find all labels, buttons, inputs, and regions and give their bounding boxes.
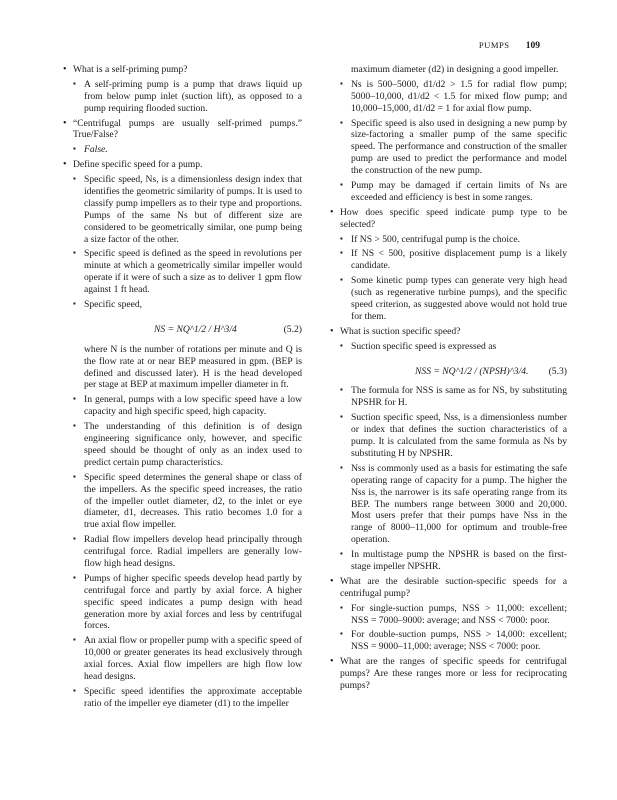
question: • What is a self-priming pump? — [63, 64, 302, 76]
answer: ▪ For single-suction pumps, NSS > 11,000: excellent; NSS = 7000–9000: average; and NSS < 7000: poor. — [330, 603, 567, 627]
question: • What are the desirable suction-specific speeds for a centrifugal pump? — [330, 576, 567, 600]
answer: ▪ An axial flow or propeller pump with a specific speed of 10,000 or greater generates its head exclusively through axial forces. Axial flow impellers are high flow low head designs. — [63, 635, 302, 683]
equation-formula: NSS = NQ^1/2 / (NPSH)^3/4. — [415, 365, 529, 377]
answer: ▪ For double-suction pumps, NSS > 14,000: excellent; NSS = 9000–11,000: average; NSS < 7000: poor. — [330, 629, 567, 653]
answer: ▪ Ns is 500–5000, d1/d2 > 1.5 for radial flow pump; 5000–10,000, d1/d2 < 1.5 for mixed flow pump; and 10,000–15,000, d1/d2 = 1 for axial flow pump. — [330, 79, 567, 115]
continued-text: maximum diameter (d2) in designing a good impeller. — [351, 64, 559, 75]
answer: ▪ Specific speed, Ns, is a dimensionless design index that identifies the geometric similarity of pumps. It is used to classify pump impellers as to their type and proportions. Pumps of the same Ns but of different size are considered to be geometrically similar, one pump being a size factor of the other. — [63, 174, 302, 245]
section-title: PUMPS — [478, 40, 510, 50]
answer: ▪ Some kinetic pump types can generate very high head (such as regenerative turbine pumps), and the specific speed criterion, as suggested above would not hold true for them. — [330, 275, 567, 323]
answer: ▪ In multistage pump the NPSHR is based on the first-stage impeller NPSHR. — [330, 549, 567, 573]
equation-formula: NS = NQ^1/2 / H^3/4 — [154, 323, 237, 335]
answer: ▪ Suction specific speed, Nss, is a dimensionless number or index that defines the suction characteristics of a pump. It is calculated from the same formula as Ns by substituting H by NPSHR. — [330, 412, 567, 460]
right-column — [330, 64, 567, 695]
question: • Define specific speed for a pump. — [63, 159, 302, 171]
answer: ▪ Specific speed determines the general shape or class of the impellers. As the specific speed increases, the ratio of the impeller outlet diameter, d2, to the inlet or eye diameter, d1, decreases. This ratio becomes 1.0 for a true axial flow impeller. — [63, 472, 302, 531]
answer: ▪ False. — [63, 144, 302, 156]
answer: ▪ Specific speed is defined as the speed in revolutions per minute at which a geometrically similar impeller would operate if it were of such a size as to deliver 1 gpm flow against 1 ft head. — [63, 248, 302, 296]
answer: ▪ A self-priming pump is a pump that draws liquid up from below pump inlet (suction lift), as opposed to a pump requiring flooded suction. — [63, 79, 302, 115]
answer: ▪ Pumps of higher specific speeds develop head partly by centrifugal force and partly by axial force. A higher specific speed indicates a pump design with head generation more by axial forces and less by centrifugal forces. — [63, 573, 302, 632]
question: • How does specific speed indicate pump type to be selected? — [330, 207, 567, 231]
answer: ▪ Specific speed is also used in designing a new pump by size-factoring a smaller pump of the same specific speed. The performance and construction of the smaller pump are used to predict the performance and model the construction of the new pump. — [330, 118, 567, 177]
answer: ▪ Radial flow impellers develop head principally through centrifugal force. Radial impellers are generally low-flow high head designs. — [63, 534, 302, 570]
answer: ▪ The understanding of this definition is of design engineering significance only, however, and specific speed should be thought of only as an index used to predict certain pump characteristics. — [63, 421, 302, 469]
page-number: 109 — [525, 41, 540, 51]
equation-number: (5.2) — [283, 323, 302, 335]
answer: ▪ If NS < 500, positive displacement pump is a likely candidate. — [330, 248, 567, 272]
question: • “Centrifugal pumps are usually self-primed pumps.” True/False? — [63, 118, 302, 142]
answer: ▪ The formula for NSS is same as for NS, by substituting NPSHR for H. — [330, 385, 567, 409]
answer: ▪ Pump may be damaged if certain limits of Ns are exceeded and efficiency is best in some ranges. — [330, 180, 567, 204]
equation-number: (5.3) — [548, 365, 567, 377]
equation-description: where N is the number of rotations per minute and Q is the flow rate at or near BEP measured in gpm. (BEP is defined and discussed later). H is the head developed per stage at BEP at maximum impeller diameter in ft. — [84, 343, 302, 391]
question: • What is suction specific speed? — [330, 326, 567, 338]
answer: ▪ In general, pumps with a low specific speed have a low capacity and high specific speed, high capacity. — [63, 394, 302, 418]
equation-5-3 — [330, 356, 567, 386]
answer: ▪ Specific speed, — [63, 299, 302, 311]
answer: ▪ Specific speed identifies the approximate acceptable ratio of the impeller eye diameter (d1) to the impeller — [63, 686, 302, 710]
answer: ▪ Suction specific speed is expressed as — [330, 341, 567, 353]
equation-5-2 — [63, 314, 302, 344]
answer: ▪ Nss is commonly used as a basis for estimating the safe operating range of capacity for a pump. The higher the Nss is, the narrower is its safe operating range from its BEP. The numbers range between 3000 and 20,000. Most users prefer that their pumps have Nss in the range of 8000–11,000 for optimum and trouble-free operation. — [330, 463, 567, 546]
running-header — [479, 40, 540, 51]
left-column — [63, 64, 302, 713]
question: • What are the ranges of specific speeds for centrifugal pumps? Are these ranges more or less for reciprocating pumps? — [330, 656, 567, 692]
answer: ▪ If NS > 500, centrifugal pump is the choice. — [330, 234, 567, 246]
